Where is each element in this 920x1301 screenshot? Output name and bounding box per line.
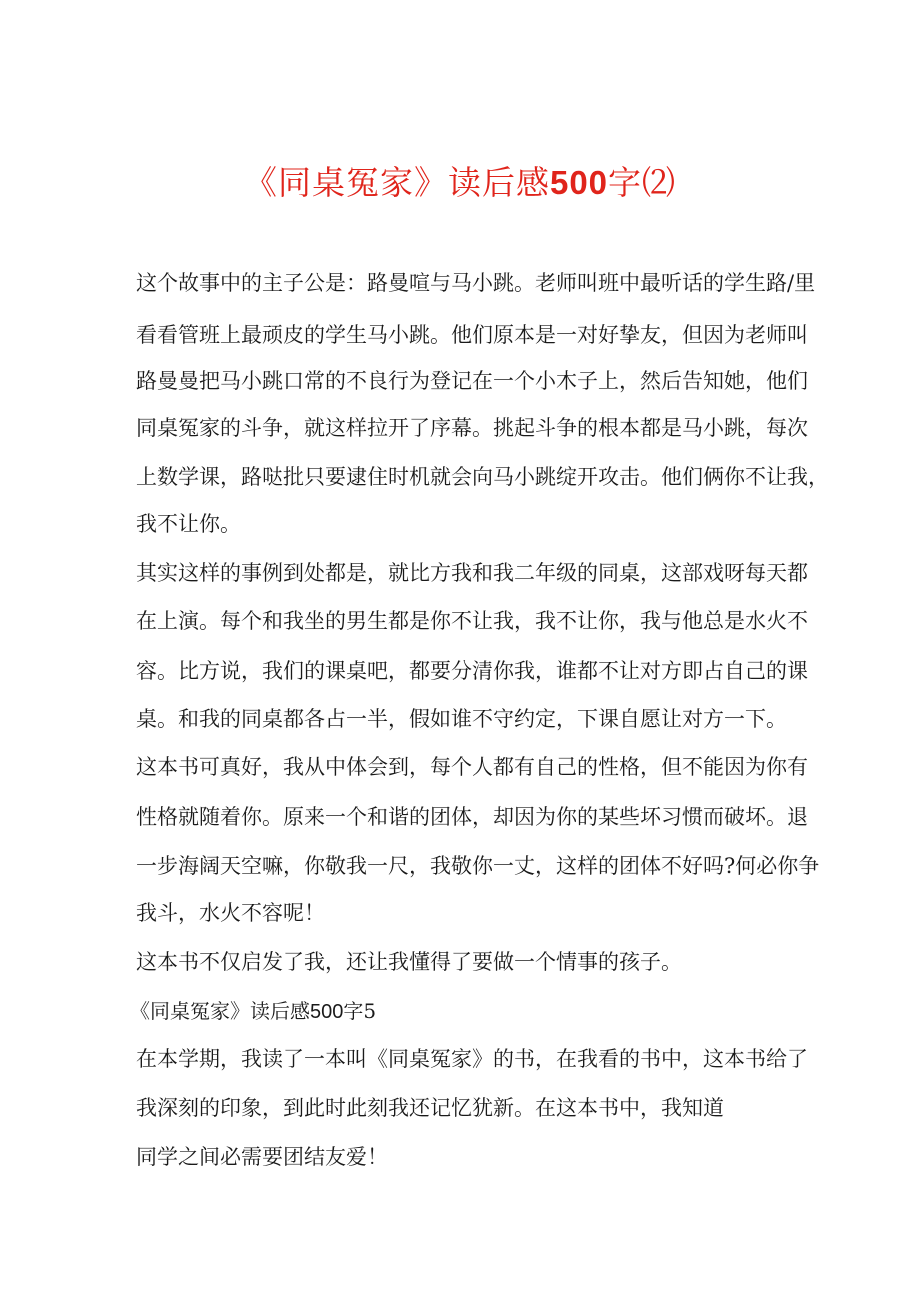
body-line: 同学之间必需要团结友爱！	[136, 1145, 388, 1169]
body-line: 在本学期，我读了一本叫《同桌冤家》的书，在我看的书中，这本书给了	[136, 1047, 808, 1071]
body-line: 这个故事中的主子公是：路曼喧与马小跳。老师叫班中最听话的学生路/里	[136, 271, 816, 295]
body-line: 这本书可真好，我从中体会到，每个人都有自己的性格，但不能因为你有	[136, 755, 808, 779]
body-line: 性格就随着你。原来一个和谐的团体，却因为你的某些坏习惯而破坏。退	[136, 805, 808, 829]
title-number: 500	[549, 164, 609, 202]
body-line: 同桌冤家的斗争，就这样拉开了序幕。挑起斗争的根本都是马小跳，每次	[136, 416, 808, 440]
body-line: 我深刻的印象，到此时此刻我还记忆犹新。在这本书中，我知道	[136, 1096, 724, 1120]
page-title	[0, 160, 920, 206]
body-line: 我不让你。	[136, 512, 241, 536]
body-line: 我斗，水火不容呢！	[136, 901, 325, 925]
title-main: 《同桌冤家》读后感	[243, 163, 550, 203]
body-line: 其实这样的事例到处都是，就比方我和我二年级的同桌，这部戏呀每天都	[136, 561, 808, 585]
body-line: 看看管班上最顽皮的学生马小跳。他们原本是一对好挚友，但因为老师叫	[136, 323, 808, 347]
subtitle-main: 《同桌冤家》读后感	[130, 999, 310, 1023]
body-line: 一步海阔天空嘛，你敬我一尺，我敬你一丈，这样的团体不好吗?何必你争	[136, 854, 820, 878]
body-line: 上数学课，路哒批只要逮住时机就会向马小跳绽开攻击。他们俩你不让我，	[136, 465, 829, 489]
body-line: 桌。和我的同桌都各占一半，假如谁不守约定，下课自愿让对方一下。	[136, 707, 787, 731]
title-tail: 字⑵	[608, 163, 677, 203]
body-line: 这本书不仅启发了我，还让我懂得了要做一个情事的孩子。	[136, 950, 682, 974]
body-line: 容。比方说，我们的课桌吧，都要分清你我，谁都不让对方即占自己的课	[136, 659, 808, 683]
section-subtitle	[130, 996, 376, 1027]
body-line: 在上演。每个和我坐的男生都是你不让我，我不让你，我与他总是水火不	[136, 609, 808, 633]
subtitle-number: 500	[310, 1001, 344, 1023]
body-line: 路曼曼把马小跳口常的不良行为登记在一个小木子上，然后告知她，他们	[136, 369, 808, 393]
subtitle-tail: 字5	[343, 999, 377, 1023]
